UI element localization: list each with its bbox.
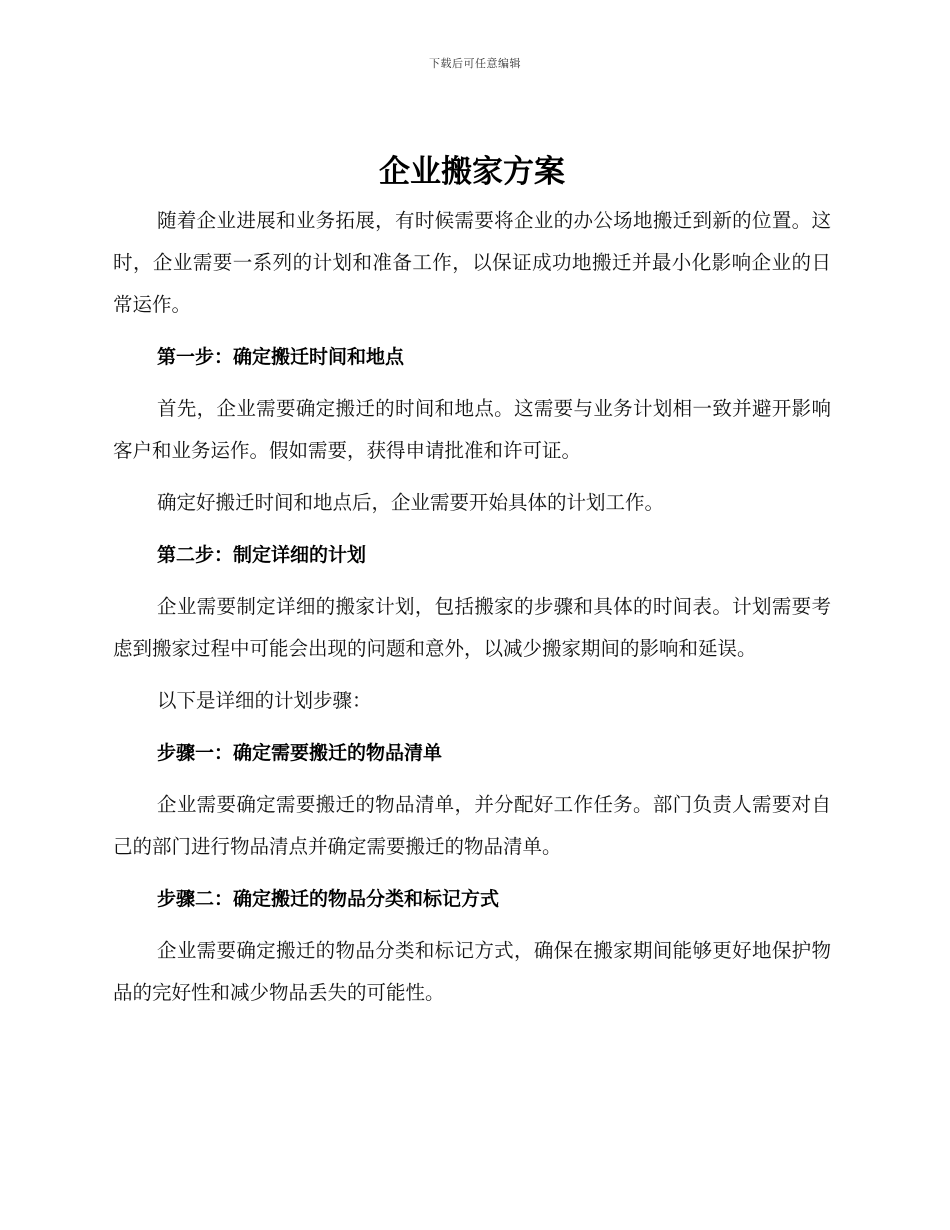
paragraph-plan-intro: 以下是详细的计划步骤： (157, 689, 372, 712)
section-heading-step-1: 第一步：确定搬迁时间和地点 (157, 346, 405, 368)
section-heading-step-2: 第二步：制定详细的计划 (157, 544, 367, 566)
paragraph-substep-2-detail: 企业需要确定搬迁的物品分类和标记方式，确保在搬家期间能够更好地保护物品的完好性和减少物品丢失的可能性。 (113, 939, 831, 1004)
document-body (113, 150, 831, 1024)
subsection-heading-substep-1: 步骤一：确定需要搬迁的物品清单 (157, 742, 443, 764)
subsection-heading-substep-2: 步骤二：确定搬迁的物品分类和标记方式 (157, 888, 500, 910)
header-note: 下载后可任意编辑 (429, 57, 521, 70)
paragraph-step-2-detail: 企业需要制定详细的搬家计划，包括搬家的步骤和具体的时间表。计划需要考虑到搬家过程中可能会出现的问题和意外，以减少搬家期间的影响和延误。 (113, 595, 831, 660)
paragraph-substep-1-detail: 企业需要确定需要搬迁的物品清单，并分配好工作任务。部门负责人需要对自己的部门进行物品清点并确定需要搬迁的物品清单。 (113, 793, 831, 858)
document-title: 企业搬家方案 (379, 154, 565, 190)
paragraph-step-1-detail: 首先，企业需要确定搬迁的时间和地点。这需要与业务计划相一致并避开影响客户和业务运作。假如需要，获得申请批准和许可证。 (113, 397, 831, 462)
paragraph-step-1-followup: 确定好搬迁时间和地点后，企业需要开始具体的计划工作。 (157, 491, 665, 514)
paragraph-intro: 随着企业进展和业务拓展，有时候需要将企业的办公场地搬迁到新的位置。这时，企业需要一系列的计划和准备工作，以保证成功地搬迁并最小化影响企业的日常运作。 (113, 209, 831, 316)
